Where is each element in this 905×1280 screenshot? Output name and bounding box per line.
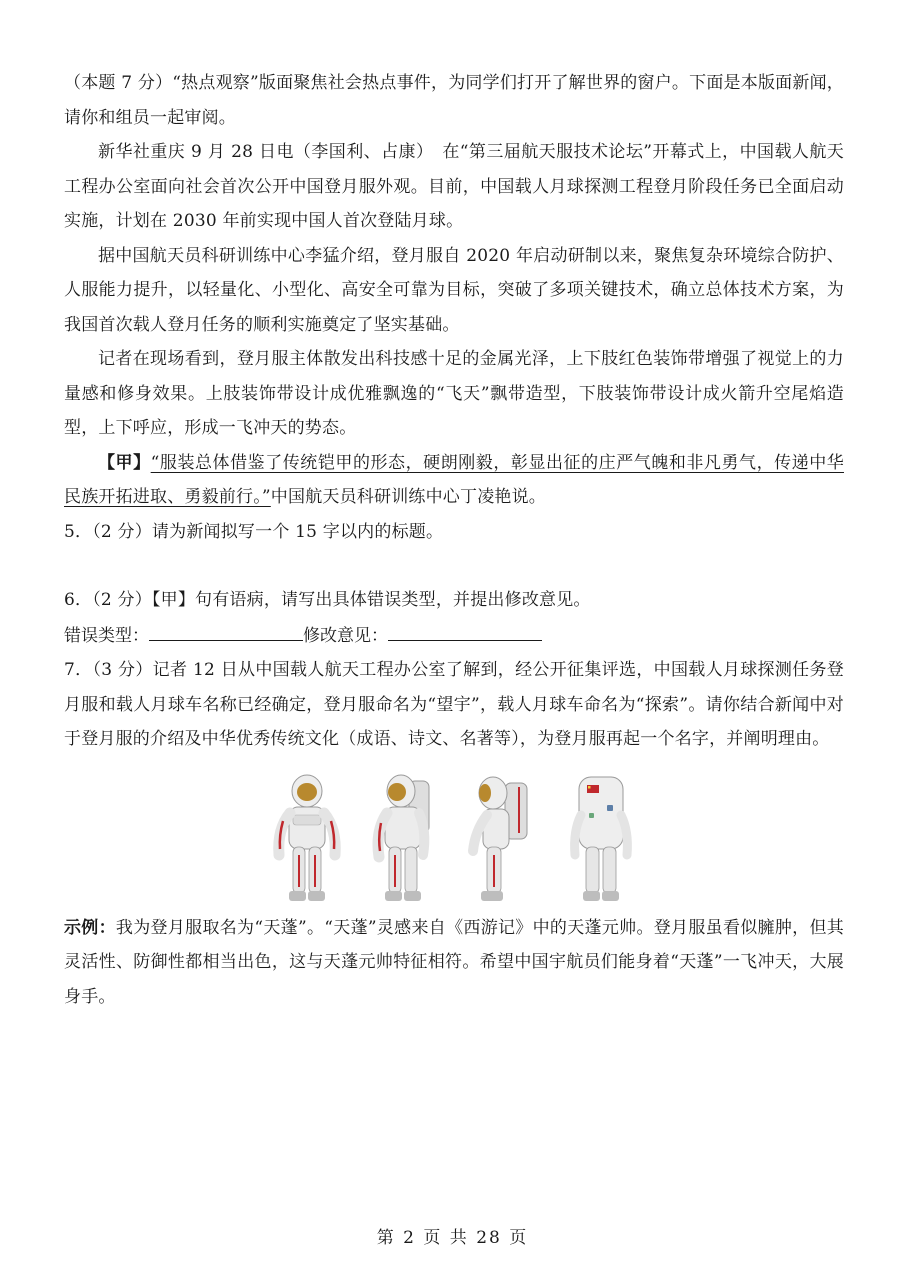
intro-text: （本题 7 分）“热点观察”版面聚焦社会热点事件，为同学们打开了解世界的窗户。下面是本版面新闻，请你和组员一起审阅。 [64, 73, 844, 128]
question-6: 6．（2 分）【甲】句有语病，请写出具体错误类型，并提出修改意见。 [64, 590, 591, 610]
spacesuit-back-icon [561, 771, 641, 905]
example-paragraph [64, 911, 844, 1015]
page-footer: 第 2 页 共 28 页 [376, 1228, 529, 1248]
news-paragraph-2: 据中国航天员科研训练中心李猛介绍，登月服自 2020 年启动研制以来，聚焦复杂环境综合防护、人服能力提升，以轻量化、小型化、高安全可靠为目标，突破了多项关键技术，确立总体技术方案，为我国首次载人登月任务的顺利实施奠定了坚实基础。 [64, 245, 844, 335]
question-7: 7．（3 分）记者 12 日从中国载人航天工程办公室了解到，经公开征集评选，中国载人月球探测任务登月服和载人月球车名称已经确定，登月服命名为“望宇”，载人月球车命名为“探索”。请你结合新闻中对于登月服的介绍及中华优秀传统文化（成语、诗文、名著等），为登月服再起一个名字，并阐明理由。 [64, 660, 844, 749]
spacesuit-front-icon [267, 771, 347, 905]
example-text: 我为登月服取名为“天蓬”。“天蓬”灵感来自《西游记》中的天蓬元帅。登月服虽看似臃肿，但其灵活性、防御性都相当出色，这与天蓬元帅特征相符。希望中国宇航员们能身着“天蓬”一飞冲天，大展身手。 [64, 917, 844, 1007]
jia-label: 【甲】 [98, 452, 151, 473]
question-6-answer-row [64, 618, 844, 654]
fix-blank[interactable] [388, 618, 542, 641]
answer-space-5 [64, 549, 844, 583]
jia-quote: “服装总体借鉴了传统铠甲的形态，硬朗刚毅，彰显出征的庄严气魄和非凡勇气，传递中华民族开拓进取、勇毅前行。” [64, 452, 844, 507]
news-paragraph-1: 新华社重庆 9 月 28 日电（李国利、占康） 在“第三届航天服技术论坛”开幕式上，中国载人航天工程办公室面向社会首次公开中国登月服外观。目前，中国载人月球探测工程登月阶段任务已全面启动实施，计划在 2030 年前实现中国人首次登陆月球。 [64, 142, 844, 231]
spacesuit-side-icon [463, 771, 543, 905]
question-5: 5．（2 分）请为新闻拟写一个 15 字以内的标题。 [64, 521, 444, 542]
error-type-blank[interactable] [149, 618, 303, 641]
spacesuit-three-quarter-icon [365, 771, 445, 905]
error-type-label: 错误类型： [64, 625, 149, 646]
content [64, 66, 844, 1014]
fix-label: 修改意见： [303, 625, 388, 646]
news-paragraph-jia [64, 446, 844, 515]
jia-tail: 中国航天员科研训练中心丁凌艳说。 [270, 487, 546, 507]
news-paragraph-3: 记者在现场看到，登月服主体散发出科技感十足的金属光泽，上下肢红色装饰带增强了视觉上的力量感和修身效果。上肢装饰带设计成优雅飘逸的“飞天”飘带造型，下肢装饰带设计成火箭升空尾焰造型，上下呼应，形成一飞冲天的势态。 [64, 349, 844, 438]
spacesuit-figures [64, 771, 844, 905]
example-label: 示例： [64, 917, 116, 938]
